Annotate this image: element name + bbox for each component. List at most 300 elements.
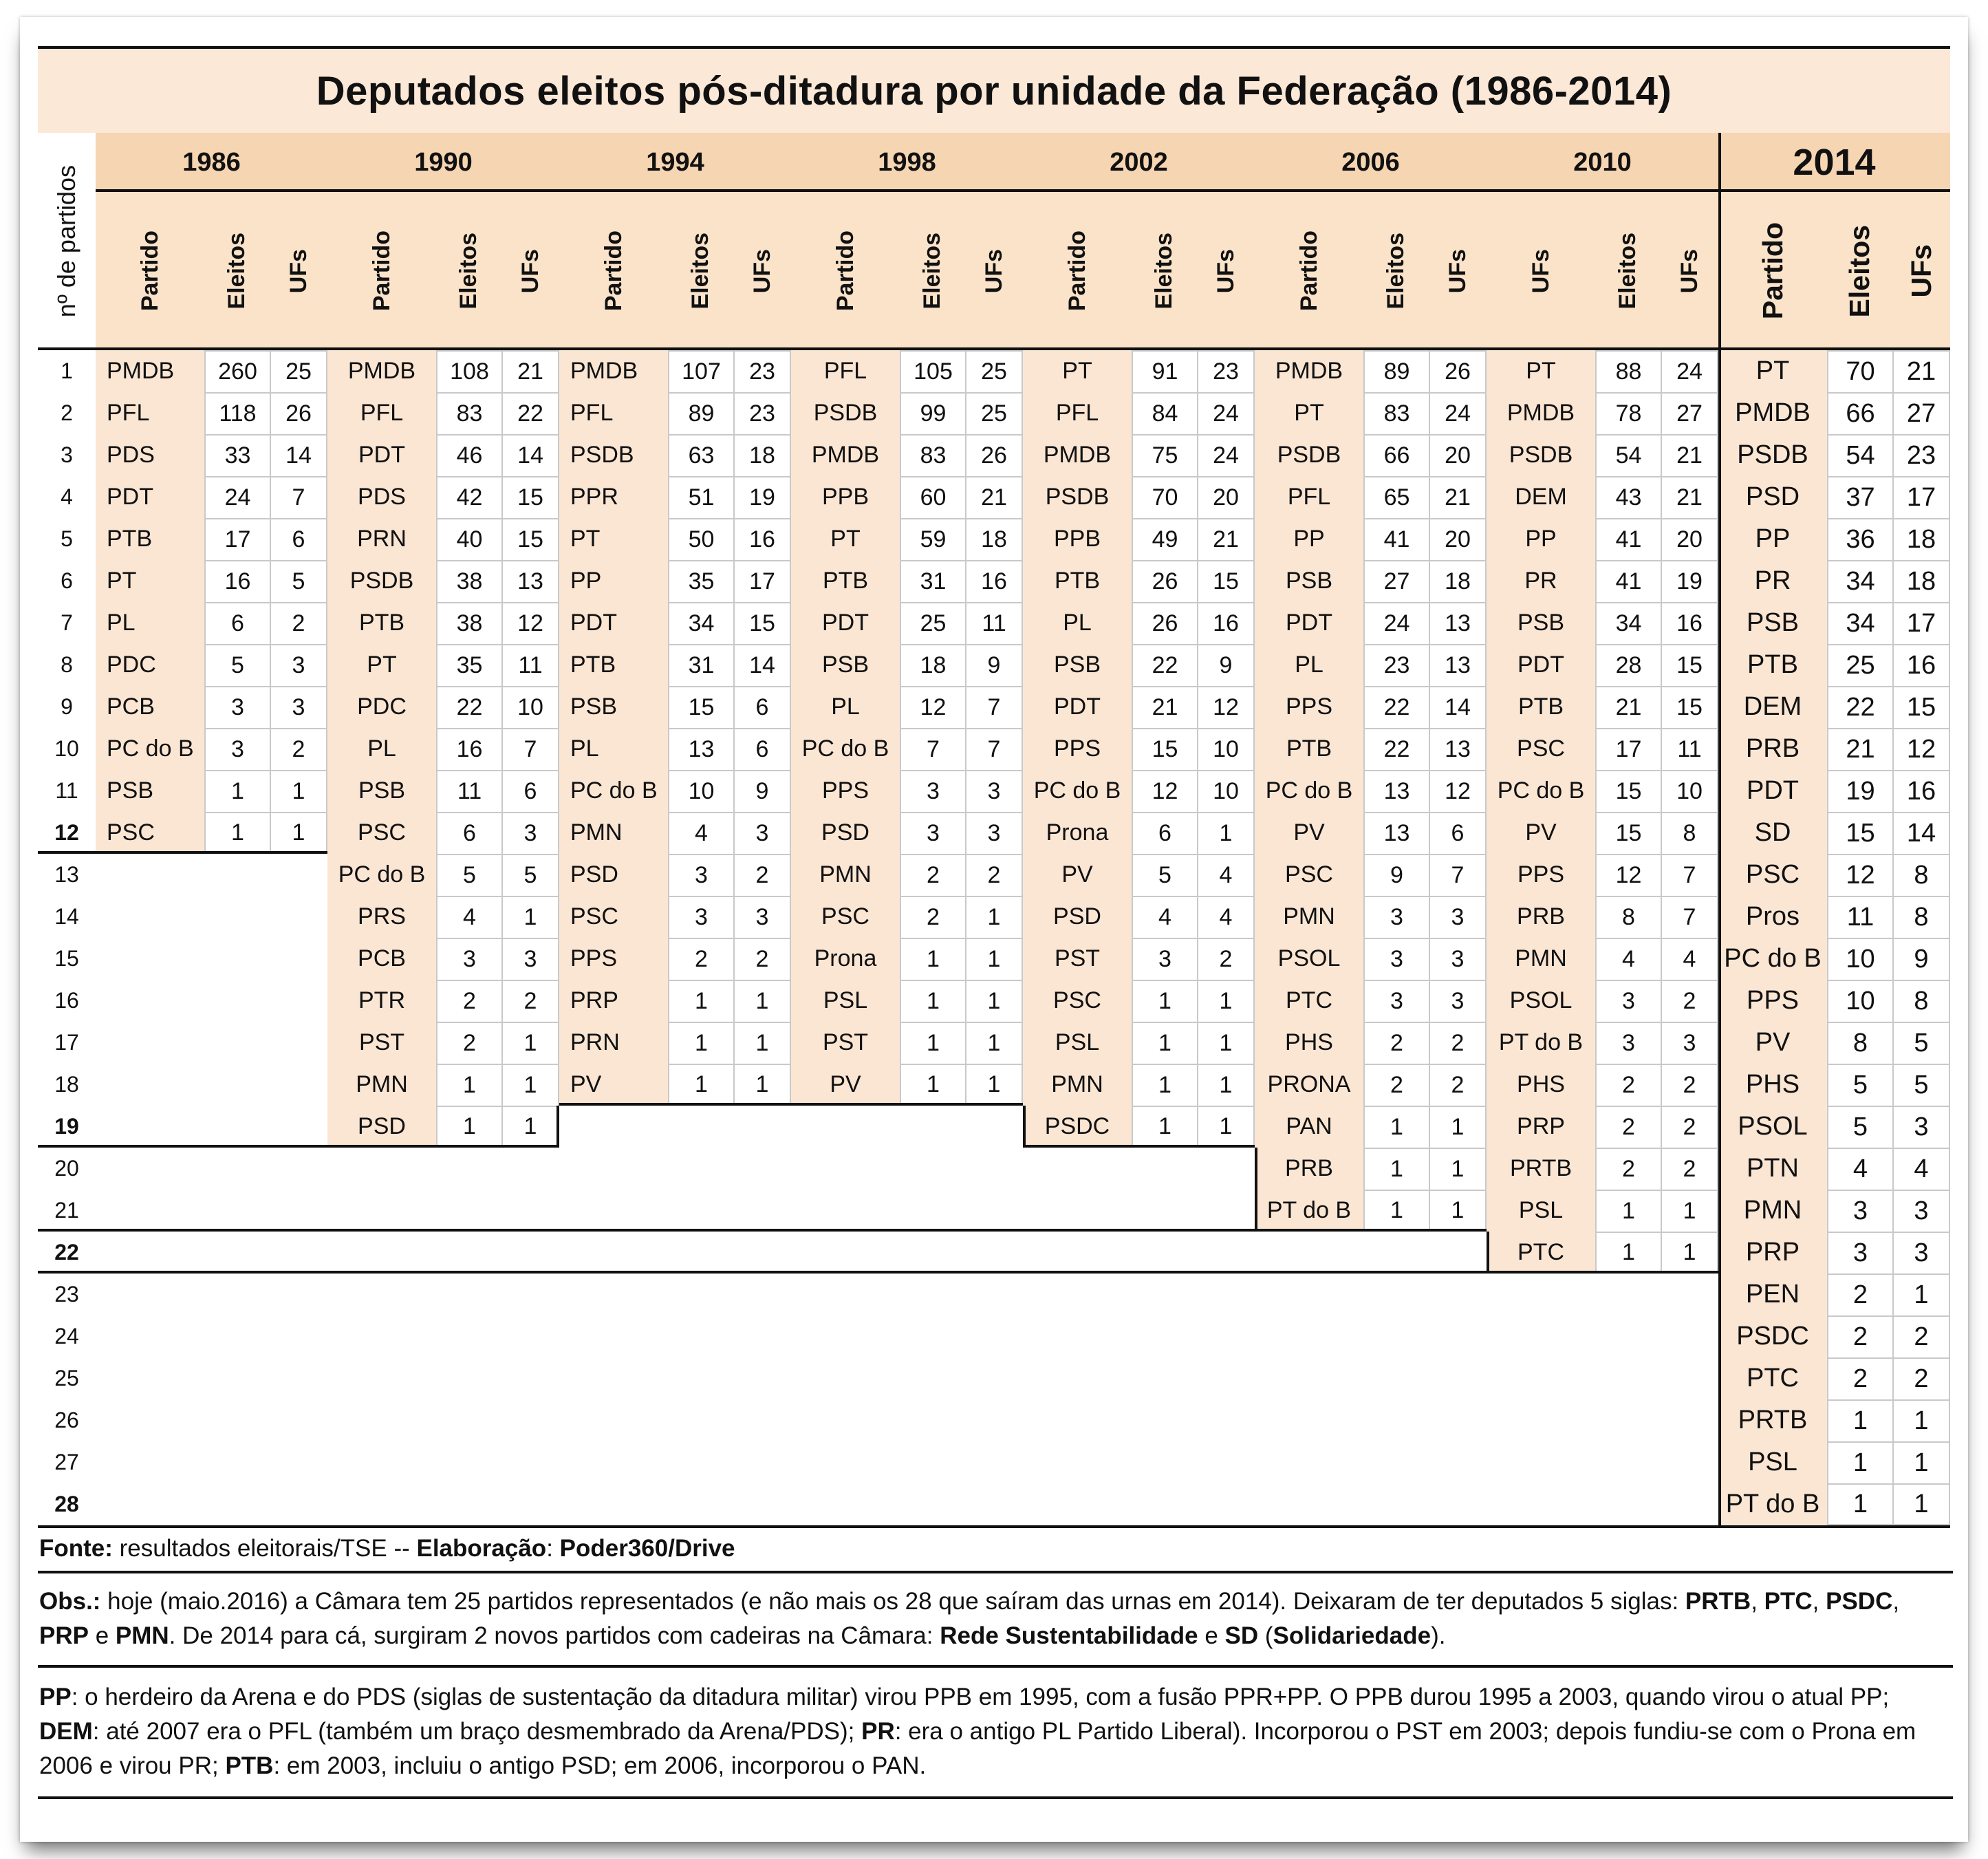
ufs-cell-2002: 1 [1197,1106,1255,1148]
eleitos-cell-2010: 15 [1595,770,1661,812]
eleitos-cell-1986: 17 [204,518,270,560]
eleitos-cell-2006: 13 [1363,812,1429,854]
party-cell-2002: PT [1023,350,1132,392]
text-segment: Poder360/Drive [559,1535,735,1562]
text-segment: PMN [115,1622,169,1649]
column-header-2010-eleitos [1595,192,1661,350]
column-header-text: Eleitos [919,233,945,310]
eleitos-cell-2002: 75 [1132,434,1197,476]
party-cell-1990: PFL [327,392,436,434]
ufs-cell-1994: 23 [733,392,791,434]
party-cell-2010: PR [1487,560,1595,602]
eleitos-cell-2006: 65 [1363,476,1429,518]
ufs-cell-2002: 9 [1197,644,1255,686]
ufs-cell-1998: 7 [965,686,1023,728]
eleitos-cell-2014: 2 [1827,1274,1892,1315]
row-number: 8 [38,644,96,686]
ufs-cell-2010: 2 [1661,1148,1718,1190]
eleitos-cell-1998: 7 [900,728,965,770]
row-number: 3 [38,434,96,476]
ufs-cell-2010: 1 [1661,1190,1718,1232]
column-header-2014-eleitos [1827,192,1892,350]
party-cell-1990: PL [327,728,436,770]
eleitos-cell-2006: 24 [1363,602,1429,644]
eleitos-cell-2002: 84 [1132,392,1197,434]
row-number: 2 [38,392,96,434]
eleitos-cell-2010: 21 [1595,686,1661,728]
ufs-cell-1990: 14 [501,434,559,476]
ufs-cell-1986: 3 [270,686,327,728]
party-cell-1998: PMN [791,854,900,896]
eleitos-cell-1986: 6 [204,602,270,644]
ufs-cell-2014: 8 [1892,896,1950,938]
party-cell-1986: PFL [96,392,204,434]
ufs-cell-2014: 2 [1892,1357,1950,1399]
ufs-cell-2006: 26 [1429,350,1487,392]
party-cell-2002: PMDB [1023,434,1132,476]
ufs-cell-1990: 3 [501,812,559,854]
ufs-cell-1998: 11 [965,602,1023,644]
column-header-text: Eleitos [1844,224,1875,318]
text-segment: PRP [39,1622,89,1649]
ufs-cell-1986: 1 [270,770,327,812]
party-cell-2006: PC do B [1255,770,1363,812]
ufs-cell-2002: 4 [1197,896,1255,938]
column-header-2006-eleitos [1363,192,1429,350]
text-segment: PTB [225,1752,274,1779]
eleitos-cell-2014: 1 [1827,1399,1892,1441]
infographic-sheet [20,17,1968,1842]
ufs-cell-1998: 9 [965,644,1023,686]
text-segment: e [1198,1622,1225,1649]
eleitos-cell-2014: 66 [1827,392,1892,434]
party-cell-2006: PP [1255,518,1363,560]
text-segment: ( [1258,1622,1273,1649]
party-cell-2006: PRONA [1255,1064,1363,1106]
party-cell-1994: PDT [559,602,668,644]
party-cell-1990: PDC [327,686,436,728]
row-number: 23 [38,1274,96,1315]
text-segment: PTC [1764,1588,1813,1615]
column-header-2006-ufs [1429,192,1487,350]
party-cell-1990: PDT [327,434,436,476]
eleitos-cell-2002: 1 [1132,1064,1197,1106]
party-cell-1998: PST [791,1022,900,1064]
ufs-cell-2010: 15 [1661,686,1718,728]
eleitos-cell-2006: 1 [1363,1190,1429,1232]
row-number: 20 [38,1148,96,1190]
ufs-cell-2010: 10 [1661,770,1718,812]
eleitos-cell-1998: 83 [900,434,965,476]
party-cell-2006: PSB [1255,560,1363,602]
party-cell-2014: PRP [1718,1232,1827,1274]
ufs-cell-1986: 2 [270,728,327,770]
obs-note [38,1573,1953,1668]
ufs-cell-2006: 1 [1429,1106,1487,1148]
row-number: 22 [38,1232,96,1274]
eleitos-cell-1994: 35 [668,560,733,602]
column-header-text: Eleitos [1383,233,1409,310]
column-header-2014-ufs [1892,192,1950,350]
row-number: 12 [38,812,96,854]
party-cell-1990: PC do B [327,854,436,896]
party-cell-2010: PSB [1487,602,1595,644]
row-number: 13 [38,854,96,896]
ufs-cell-1990: 1 [501,896,559,938]
eleitos-cell-2010: 8 [1595,896,1661,938]
eleitos-cell-1998: 60 [900,476,965,518]
text-segment: Fonte: [39,1535,113,1562]
row-number: 9 [38,686,96,728]
text-segment: Rede Sustentabilidade [940,1622,1198,1649]
ufs-cell-1994: 1 [733,980,791,1022]
party-cell-1986: PT [96,560,204,602]
party-cell-1994: PRN [559,1022,668,1064]
ufs-cell-1990: 1 [501,1106,559,1148]
party-cell-1998: PT [791,518,900,560]
column-header-text: UFs [1905,244,1937,298]
party-cell-2002: PV [1023,854,1132,896]
column-header-2014-first [1718,192,1827,350]
ufs-cell-2014: 1 [1892,1483,1950,1525]
ufs-cell-2006: 24 [1429,392,1487,434]
row-number: 15 [38,938,96,980]
ufs-cell-1986: 7 [270,476,327,518]
ufs-cell-2006: 7 [1429,854,1487,896]
ufs-cell-2002: 1 [1197,812,1255,854]
eleitos-cell-1994: 50 [668,518,733,560]
ufs-cell-2010: 15 [1661,644,1718,686]
text-segment: : o herdeiro da Arena e do PDS (siglas de sustentação da ditadura militar) virou PPB em 1995, com a fusão PPR+PP. O PPB durou 1995 a 2003, quando virou o atual PP; [71,1684,1890,1711]
eleitos-cell-2014: 12 [1827,854,1892,896]
party-cell-1994: PSD [559,854,668,896]
row-number: 21 [38,1190,96,1232]
eleitos-cell-2014: 34 [1827,560,1892,602]
party-cell-2014: Pros [1718,896,1827,938]
row-number: 17 [38,1022,96,1064]
party-cell-2006: PDT [1255,602,1363,644]
party-cell-2006: PPS [1255,686,1363,728]
party-cell-1998: PSB [791,644,900,686]
party-cell-2006: PTC [1255,980,1363,1022]
column-header-text: Eleitos [455,233,482,310]
eleitos-cell-1990: 4 [436,896,501,938]
eleitos-cell-2014: 1 [1827,1441,1892,1483]
ufs-cell-1994: 14 [733,644,791,686]
party-cell-2014: PEN [1718,1274,1827,1315]
party-cell-1998: PDT [791,602,900,644]
party-cell-2014: DEM [1718,686,1827,728]
eleitos-cell-1990: 16 [436,728,501,770]
party-cell-2014: PHS [1718,1064,1827,1106]
party-cell-1998: PL [791,686,900,728]
column-header-2010-first [1487,192,1595,350]
eleitos-cell-1990: 1 [436,1064,501,1106]
text-segment: PRTB [1685,1588,1751,1615]
ufs-cell-1986: 26 [270,392,327,434]
eleitos-cell-2006: 13 [1363,770,1429,812]
eleitos-cell-2006: 3 [1363,896,1429,938]
eleitos-cell-2002: 49 [1132,518,1197,560]
party-cell-2006: PT do B [1255,1190,1363,1232]
ufs-cell-2010: 3 [1661,1022,1718,1064]
eleitos-cell-1994: 51 [668,476,733,518]
party-cell-1986: PSB [96,770,204,812]
column-header-1986-first [96,192,204,350]
party-cell-2010: PSOL [1487,980,1595,1022]
eleitos-cell-1990: 2 [436,1022,501,1064]
ufs-cell-2002: 1 [1197,980,1255,1022]
eleitos-cell-2010: 41 [1595,560,1661,602]
party-cell-2002: PSC [1023,980,1132,1022]
party-history-note [38,1668,1953,1799]
party-cell-2002: PSD [1023,896,1132,938]
column-header-text: UFs [748,248,775,294]
ufs-cell-1990: 22 [501,392,559,434]
party-cell-2002: PL [1023,602,1132,644]
row-number: 28 [38,1483,96,1525]
eleitos-cell-1994: 1 [668,1064,733,1106]
eleitos-cell-2010: 2 [1595,1106,1661,1148]
ufs-cell-2010: 7 [1661,896,1718,938]
party-cell-2010: PT do B [1487,1022,1595,1064]
ufs-cell-1998: 26 [965,434,1023,476]
column-header-text: UFs [285,248,312,294]
eleitos-cell-1994: 63 [668,434,733,476]
ufs-cell-1990: 13 [501,560,559,602]
ufs-cell-1994: 2 [733,854,791,896]
ufs-cell-1994: 19 [733,476,791,518]
eleitos-cell-1990: 108 [436,350,501,392]
eleitos-cell-2006: 27 [1363,560,1429,602]
party-cell-2014: PT [1718,350,1827,392]
eleitos-cell-2010: 12 [1595,854,1661,896]
eleitos-cell-1986: 1 [204,812,270,854]
text-segment: : em 2003, incluiu o antigo PSD; em 2006, incorporou o PAN. [273,1752,927,1779]
eleitos-cell-1994: 89 [668,392,733,434]
party-cell-1990: PMDB [327,350,436,392]
party-cell-2014: PSC [1718,854,1827,896]
ufs-cell-2006: 1 [1429,1190,1487,1232]
eleitos-cell-2010: 15 [1595,812,1661,854]
party-cell-2014: PSB [1718,602,1827,644]
party-cell-2010: PSC [1487,728,1595,770]
party-cell-2006: PMN [1255,896,1363,938]
text-segment: , [1751,1588,1764,1615]
eleitos-cell-1986: 1 [204,770,270,812]
eleitos-cell-1986: 260 [204,350,270,392]
eleitos-cell-2014: 8 [1827,1022,1892,1064]
ufs-cell-2002: 2 [1197,938,1255,980]
eleitos-cell-2014: 34 [1827,602,1892,644]
party-cell-1990: PSDB [327,560,436,602]
year-header-1986: 1986 [96,133,327,192]
ufs-cell-2010: 27 [1661,392,1718,434]
text-segment: PSDC [1826,1588,1893,1615]
row-number: 4 [38,476,96,518]
party-cell-2006: PSC [1255,854,1363,896]
ufs-cell-2010: 2 [1661,1064,1718,1106]
party-cell-2010: PMDB [1487,392,1595,434]
text-segment: DEM [39,1718,93,1745]
ufs-cell-1990: 3 [501,938,559,980]
eleitos-cell-1990: 11 [436,770,501,812]
row-number: 10 [38,728,96,770]
ufs-cell-2002: 21 [1197,518,1255,560]
column-header-text: Partido [136,230,163,312]
party-cell-2010: PRTB [1487,1148,1595,1190]
ufs-cell-1994: 17 [733,560,791,602]
page-title: Deputados eleitos pós-ditadura por unidade da Federação (1986-2014) [38,46,1950,133]
eleitos-cell-2002: 70 [1132,476,1197,518]
party-cell-2002: PPB [1023,518,1132,560]
ufs-cell-2014: 18 [1892,518,1950,560]
ufs-cell-1986: 3 [270,644,327,686]
ufs-cell-1998: 1 [965,980,1023,1022]
party-cell-1998: PSDB [791,392,900,434]
party-cell-1994: PMN [559,812,668,854]
row-number: 26 [38,1399,96,1441]
eleitos-cell-2010: 41 [1595,518,1661,560]
ufs-cell-2002: 1 [1197,1064,1255,1106]
column-header-text: Eleitos [687,233,713,310]
text-segment: PR [861,1718,895,1745]
party-cell-1994: PC do B [559,770,668,812]
party-cell-2006: PAN [1255,1106,1363,1148]
ufs-cell-2014: 16 [1892,644,1950,686]
eleitos-cell-2002: 5 [1132,854,1197,896]
row-axis-label-text: nº de partidos [52,165,80,318]
table-grid [38,133,1950,1528]
ufs-cell-2010: 19 [1661,560,1718,602]
party-cell-2010: PMN [1487,938,1595,980]
text-segment: SD [1224,1622,1259,1649]
party-cell-1994: PSC [559,896,668,938]
column-header-text: Eleitos [1151,233,1177,310]
year-header-1994: 1994 [559,133,791,192]
ufs-cell-1986: 5 [270,560,327,602]
party-cell-1998: PPS [791,770,900,812]
ufs-cell-1986: 1 [270,812,327,854]
party-cell-1990: PSC [327,812,436,854]
party-cell-2006: PV [1255,812,1363,854]
party-cell-2010: PTC [1487,1232,1595,1274]
text-segment: Elaboração [416,1535,547,1562]
eleitos-cell-1998: 18 [900,644,965,686]
party-cell-1990: PST [327,1022,436,1064]
party-cell-1990: PRN [327,518,436,560]
eleitos-cell-1994: 1 [668,980,733,1022]
text-segment: Obs.: [39,1588,101,1615]
eleitos-cell-2010: 17 [1595,728,1661,770]
eleitos-cell-1994: 2 [668,938,733,980]
row-number: 5 [38,518,96,560]
eleitos-cell-1994: 34 [668,602,733,644]
eleitos-cell-1994: 1 [668,1022,733,1064]
eleitos-cell-2002: 26 [1132,602,1197,644]
ufs-cell-2006: 21 [1429,476,1487,518]
ufs-cell-2010: 1 [1661,1232,1718,1274]
party-cell-2014: PTC [1718,1357,1827,1399]
text-segment: , [1812,1588,1826,1615]
eleitos-cell-2006: 23 [1363,644,1429,686]
party-cell-1990: PSD [327,1106,436,1148]
source-line [38,1528,1953,1573]
eleitos-cell-2002: 91 [1132,350,1197,392]
ufs-cell-1990: 7 [501,728,559,770]
party-cell-2010: PTB [1487,686,1595,728]
eleitos-cell-2014: 2 [1827,1315,1892,1357]
eleitos-cell-2006: 1 [1363,1148,1429,1190]
ufs-cell-2006: 12 [1429,770,1487,812]
eleitos-cell-2014: 36 [1827,518,1892,560]
eleitos-cell-2010: 88 [1595,350,1661,392]
ufs-cell-2006: 13 [1429,644,1487,686]
column-header-text: Eleitos [1614,233,1641,310]
eleitos-cell-2002: 4 [1132,896,1197,938]
ufs-cell-2014: 14 [1892,812,1950,854]
eleitos-cell-2010: 3 [1595,1022,1661,1064]
party-cell-1994: PRP [559,980,668,1022]
party-cell-2010: PV [1487,812,1595,854]
ufs-cell-2006: 6 [1429,812,1487,854]
ufs-cell-1998: 1 [965,1064,1023,1106]
ufs-cell-2014: 17 [1892,476,1950,518]
party-cell-2006: PTB [1255,728,1363,770]
eleitos-cell-2002: 1 [1132,1022,1197,1064]
ufs-cell-2002: 1 [1197,1022,1255,1064]
column-header-1990-eleitos [436,192,501,350]
party-cell-2014: PR [1718,560,1827,602]
column-header-text: UFs [517,248,543,294]
eleitos-cell-2002: 26 [1132,560,1197,602]
ufs-cell-1994: 1 [733,1064,791,1106]
party-cell-2002: PPS [1023,728,1132,770]
party-cell-2002: PC do B [1023,770,1132,812]
text-segment: resultados eleitorais/TSE -- [112,1535,417,1562]
ufs-cell-1998: 21 [965,476,1023,518]
ufs-cell-1998: 1 [965,938,1023,980]
column-header-text: Partido [832,230,858,312]
eleitos-cell-2002: 15 [1132,728,1197,770]
party-cell-1986: PDS [96,434,204,476]
eleitos-cell-2010: 4 [1595,938,1661,980]
eleitos-cell-1998: 3 [900,812,965,854]
party-cell-2002: PSDC [1023,1106,1132,1148]
eleitos-cell-1994: 4 [668,812,733,854]
party-cell-2014: PDT [1718,770,1827,812]
column-header-text: UFs [1527,248,1554,294]
eleitos-cell-1986: 3 [204,686,270,728]
party-cell-1986: PSC [96,812,204,854]
party-cell-2002: PSDB [1023,476,1132,518]
row-number: 19 [38,1106,96,1148]
eleitos-cell-2014: 19 [1827,770,1892,812]
row-number: 7 [38,602,96,644]
ufs-cell-2006: 13 [1429,602,1487,644]
column-header-1994-ufs [733,192,791,350]
party-cell-1998: Prona [791,938,900,980]
party-cell-2006: PMDB [1255,350,1363,392]
eleitos-cell-1994: 3 [668,854,733,896]
eleitos-cell-1998: 59 [900,518,965,560]
party-cell-2002: PST [1023,938,1132,980]
ufs-cell-2010: 8 [1661,812,1718,854]
eleitos-cell-1990: 1 [436,1106,501,1148]
column-header-text: UFs [1212,248,1239,294]
text-segment: hoje (maio.2016) a Câmara tem 25 partidos representados (e não mais os 28 que saíram das urnas em 2014). Deixaram de ter deputados 5 siglas: [100,1588,1685,1615]
party-cell-1986: PC do B [96,728,204,770]
